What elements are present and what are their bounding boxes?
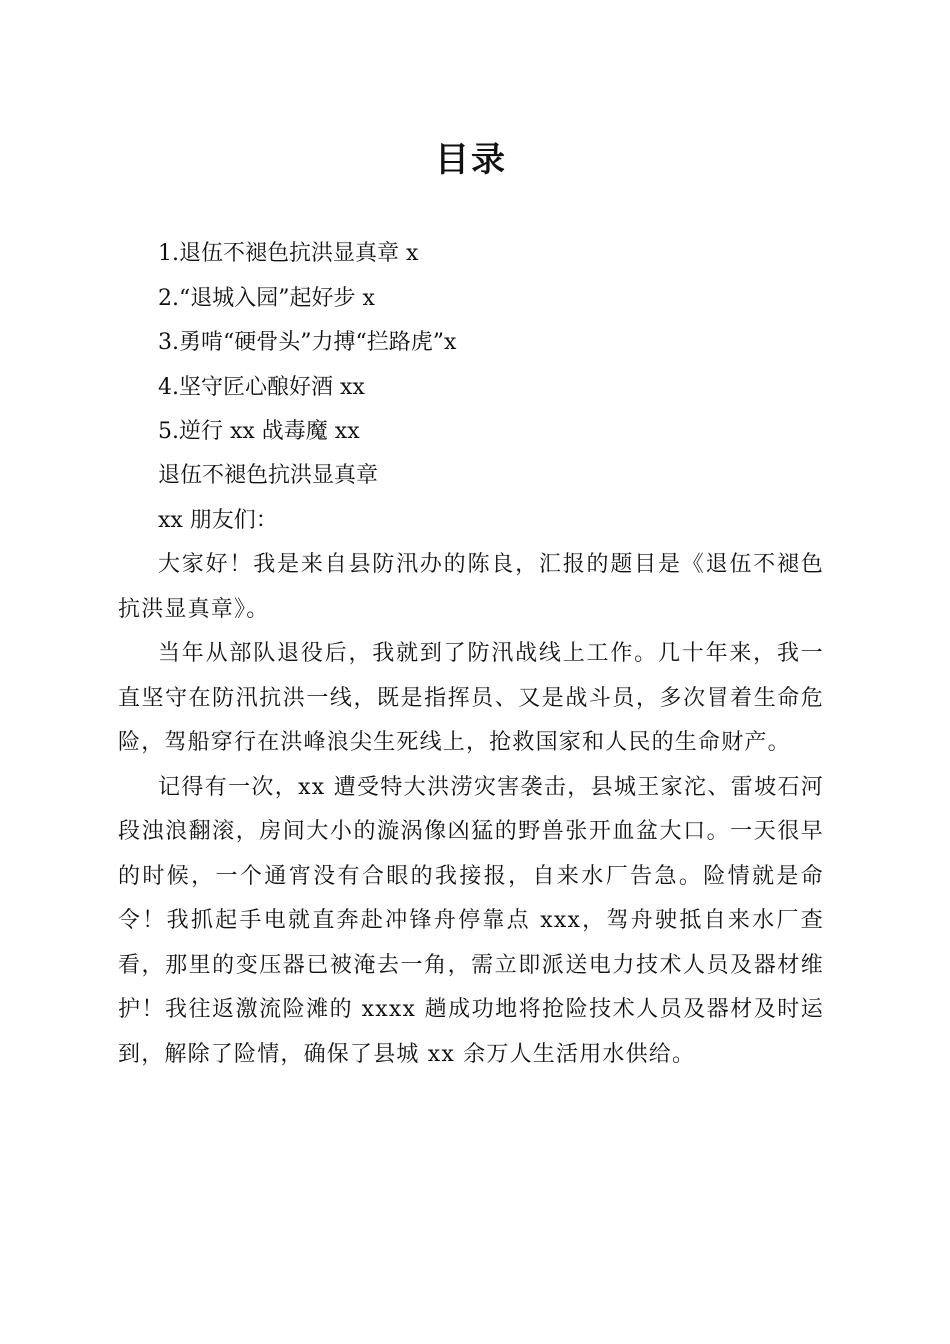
toc-entry-5[interactable]: 5.逆行 xx 战毒魔 xx: [158, 419, 360, 444]
article-heading: 退伍不褪色抗洪显真章: [158, 463, 379, 488]
paragraph-3: 记得有一次，xx 遭受特大洪涝灾害袭击，县城王家沱、雷坡石河段浊浪翻滚，房间大小的漩涡像凶猛的野兽张开血盆大口。一天很早的时候，一个通宵没有合眼的我接报，自来水厂告急。险情就是命令！我抓起手电就直奔赴冲锋舟停靠点 xxx，驾舟驶抵自来水厂查看，那里的变压器已被淹去一角，需立即派送电力技术人员及器材维护！我往返激流险滩的 xxxx 趟成功地将抢险技术人员及器材及时运到，解除了险情，确保了县城 xx 余万人生活用水供给。: [118, 774, 824, 1067]
paragraph-1: 大家好！我是来自县防汛办的陈良，汇报的题目是《退伍不褪色抗洪显真章》。: [118, 552, 824, 622]
salutation: xx 朋友们：: [158, 507, 278, 533]
article-body: [118, 454, 824, 1077]
toc-entry-3[interactable]: 3.勇啃“硬骨头”力搏“拦路虎”x: [158, 330, 457, 355]
toc-entry-1[interactable]: 1.退伍不褪色抗洪显真章 x: [158, 241, 419, 266]
table-of-contents: [158, 232, 824, 455]
paragraph-2: 当年从部队退役后，我就到了防汛战线上工作。几十年来，我一直坚守在防汛抗洪一线，既是指挥员、又是战斗员，多次冒着生命危险，驾船穿行在洪峰浪尖生死线上，抢救国家和人民的生命财产。: [118, 641, 824, 755]
toc-entry-4[interactable]: 4.坚守匠心酿好酒 xx: [158, 374, 365, 400]
toc-entry-2[interactable]: 2.“退城入园”起好步 x: [158, 285, 375, 311]
page-title: 目录: [435, 140, 507, 180]
